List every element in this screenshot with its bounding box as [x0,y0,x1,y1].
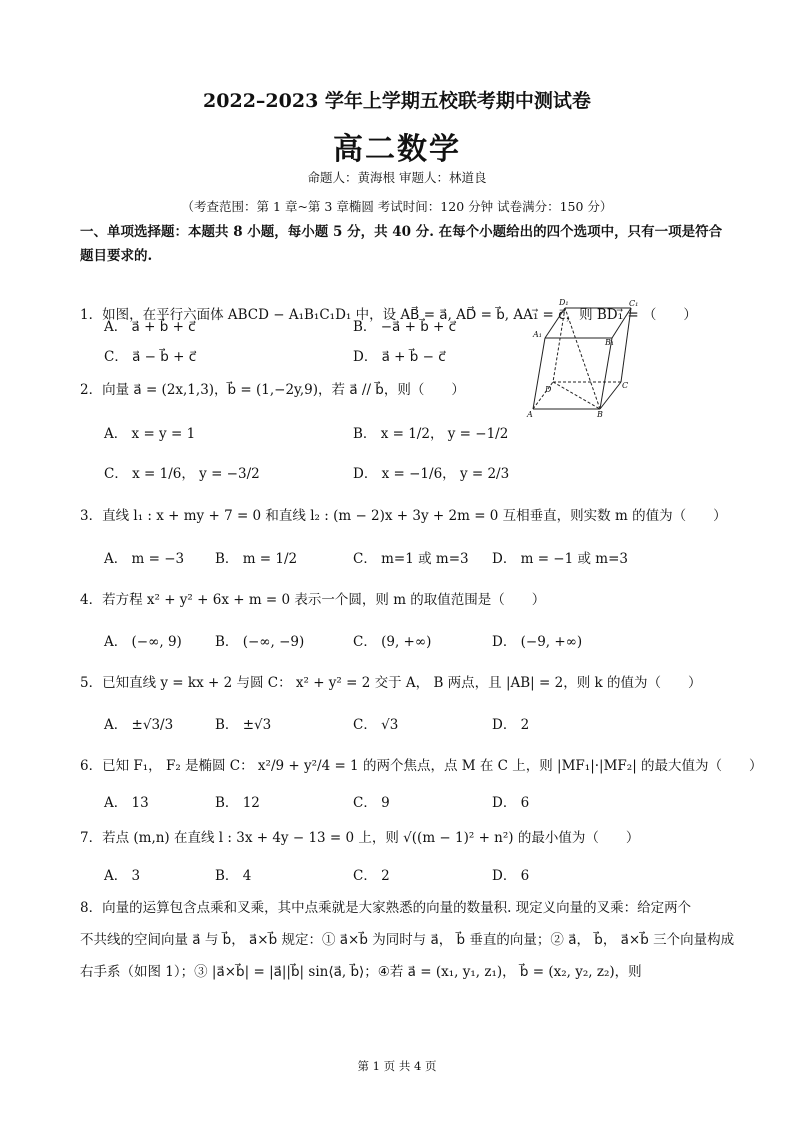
q4-option-d: D． (−9, +∞) [492,634,583,650]
question-8-line-3: 右手系（如图 1）；③ |a⃗×b⃗| = |a⃗||b⃗| sin⟨a⃗, b⃗⟩；④若 a⃗ = (x₁, y₁, z₁)， b⃗ = (x₂, y₂, z₂)，则 [80,964,642,980]
q4-option-a: A． (−∞, 9) [104,634,182,650]
label-d1: D₁ [559,298,569,307]
q5-option-b: B． ±√3 [215,717,272,733]
question-4-stem: 4．若方程 x² + y² + 6x + m = 0 表示一个圆，则 m 的取值范围是（ ） [80,592,546,608]
q3-option-c: C． m=1 或 m=3 [353,551,469,567]
q7-option-d: D． 6 [492,868,530,884]
q3-option-a: A． m = −3 [104,551,185,567]
label-a: A [527,410,533,418]
q2-option-c: C． x = 1/6， y = −3/2 [104,466,260,482]
section-heading: 一、单项选择题：本题共 8 小题，每小题 5 分，共 40 分. 在每个小题给出的四个选项中，只有一项是符合题目要求的. [80,224,723,264]
question-7-stem: 7．若点 (m,n) 在直线 l : 3x + 4y − 13 = 0 上，则 √((m − 1)² + n²) 的最小值为（ ） [80,830,640,846]
q3-option-d: D． m = −1 或 m=3 [492,551,628,567]
label-b1: B₁ [605,338,615,347]
q7-option-a: A． 3 [104,868,141,884]
q1-option-c: C． a⃗ − b⃗ + c⃗ [104,349,197,365]
q6-option-b: B． 12 [215,795,260,811]
label-c1: C₁ [629,299,639,308]
q5-option-c: C． √3 [353,717,399,733]
label-c: C [622,381,629,390]
q3-option-b: B． m = 1/2 [215,551,298,567]
q6-option-d: D． 6 [492,795,530,811]
page-footer: 第 1 页 共 4 页 [357,1059,437,1073]
question-5-stem: 5．已知直线 y = kx + 2 与圆 C： x² + y² = 2 交于 A， B 两点，且 |AB| = 2，则 k 的值为（ ） [80,675,702,691]
question-6-stem: 6．已知 F₁， F₂ 是椭圆 C： x²/9 + y²/4 = 1 的两个焦点，点 M 在 C 上，则 |MF₁|·|MF₂| 的最大值为（ ） [80,758,763,774]
q5-option-a: A． ±√3/3 [104,717,174,733]
q5-option-d: D． 2 [492,717,530,733]
q6-option-a: A． 13 [104,795,149,811]
q2-option-d: D． x = −1/6， y = 2/3 [353,466,510,482]
label-d: D [545,385,552,394]
question-8-line-1: 8．向量的运算包含点乘和叉乘，其中点乘就是大家熟悉的向量的数量积. 现定义向量的叉乘：给定两个 [80,900,692,916]
label-a1: A₁ [533,330,542,339]
scope-line: （考查范围：第 1 章~第 3 章椭圆 考试时间：120 分钟 试卷满分：150 分） [181,199,613,214]
question-8-line-2: 不共线的空间向量 a⃗ 与 b⃗， a⃗×b⃗ 规定：① a⃗×b⃗ 为同时与 a⃗， b⃗ 垂直的向量；② a⃗， b⃗， a⃗×b⃗ 三个向量构成 [80,932,735,948]
q1-option-d: D． a⃗ + b⃗ − c⃗ [353,349,446,365]
label-b: B [597,410,603,418]
question-1-stem: 1．如图，在平行六面体 ABCD − A₁B₁C₁D₁ 中，设 AB⃗ = a⃗, AD⃗ = b⃗, AA₁⃗ = c⃗，则 BD₁⃗ = （ ） [80,307,697,323]
q1-option-a: A． a⃗ + b⃗ + c⃗ [104,319,196,335]
question-3-stem: 3．直线 l₁ : x + my + 7 = 0 和直线 l₂ : (m − 2)x + 3y + 2m = 0 互相垂直，则实数 m 的值为（ ） [80,508,727,524]
authors-line: 命题人：黄海根 审题人：林道良 [307,170,487,185]
q4-option-c: C． (9, +∞) [353,634,432,650]
q2-option-a: A． x = y = 1 [104,426,196,442]
q4-option-b: B． (−∞, −9) [215,634,305,650]
q6-option-c: C． 9 [353,795,390,811]
q7-option-c: C． 2 [353,868,390,884]
question-2-stem: 2．向量 a⃗ = (2x,1,3)，b⃗ = (1,−2y,9)，若 a⃗ // b⃗，则（ ） [80,382,465,398]
parallelepiped-figure [525,296,655,418]
subject-title: 高二数学 [333,132,461,167]
exam-title: 2022–2023 学年上学期五校联考期中测试卷 [203,90,591,112]
q2-option-b: B． x = 1/2， y = −1/2 [353,426,509,442]
q7-option-b: B． 4 [215,868,252,884]
q1-option-b: B． −a⃗ + b⃗ + c⃗ [353,319,457,335]
